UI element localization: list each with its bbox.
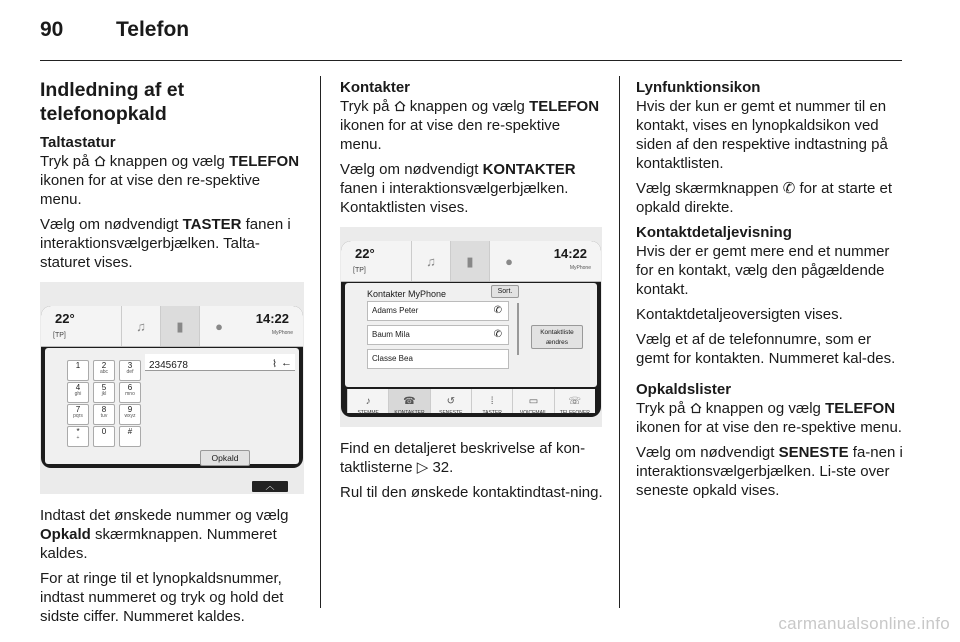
text: Vælg skærmknappen — [636, 180, 779, 197]
keypad-key[interactable] — [67, 360, 89, 381]
clock: 14:22 — [255, 311, 289, 326]
paragraph — [340, 160, 605, 217]
backspace-icon[interactable]: ← — [281, 357, 292, 369]
tp-indicator: [TP] — [53, 332, 66, 339]
key-digit: 6 — [127, 383, 133, 392]
keypad-area — [45, 348, 299, 464]
chevron-up-icon[interactable]: ︿ — [252, 481, 288, 492]
phone-name: MyPhone — [569, 265, 591, 271]
temperature: 22° — [355, 246, 375, 261]
music-icon: ♫ — [121, 306, 160, 346]
subheading-lynfunktionsikon: Lynfunktionsikon — [636, 79, 761, 96]
app-tabs — [411, 241, 528, 281]
nav-label: TASTER — [482, 410, 502, 416]
home-icon — [394, 100, 406, 112]
phone-tab-icon: ▮ — [160, 306, 199, 346]
keypad-key[interactable] — [119, 382, 141, 403]
text: Tryk på — [40, 153, 90, 170]
contact-name: Adams Peter — [372, 306, 419, 315]
music-icon: ♫ — [411, 241, 450, 281]
section-title: Indledning af et telefonopkald — [40, 79, 185, 125]
keypad-key[interactable] — [119, 426, 141, 447]
app-tabs — [121, 306, 238, 346]
paragraph — [40, 152, 305, 209]
keypad-key[interactable] — [93, 426, 115, 447]
nav-label: KONTAKTER — [394, 410, 425, 416]
paragraph — [340, 97, 605, 154]
display-screen — [341, 241, 601, 417]
text: knappen og vælg — [409, 98, 525, 115]
text: Tryk på — [636, 400, 686, 417]
key-letters: tuv — [100, 413, 108, 419]
text: Vælg om nødvendigt — [40, 216, 179, 233]
text: Find en detaljeret beskrivelse af kon-taktlisterne — [340, 440, 586, 476]
contacts-area — [345, 283, 597, 387]
contact-row[interactable] — [367, 325, 509, 345]
nav-item[interactable] — [471, 389, 512, 416]
text: Vælg om nødvendigt — [636, 444, 775, 461]
page-reference[interactable]: 32. — [432, 459, 454, 476]
nav-icon: ☏ — [568, 396, 582, 407]
speed-dial-phone-icon[interactable]: ✆ — [493, 329, 502, 340]
paragraph — [636, 399, 904, 437]
key-digit: 3 — [127, 361, 133, 370]
key-letters: abc — [99, 369, 109, 375]
nav-item[interactable] — [388, 389, 429, 416]
paragraph: Hvis der er gemt mere end et nummer for en kontakt, vælg den pågældende kontakt. — [636, 243, 890, 298]
key-letters: pqrs — [73, 413, 83, 419]
display-screen — [41, 306, 303, 468]
nav-label: VOICEMAIL — [519, 410, 548, 416]
footer-watermark: carmanualsonline.info — [778, 614, 950, 633]
key-digit: # — [127, 427, 133, 436]
nav-icon: ⁞ — [490, 396, 494, 407]
text-bold: Opkald — [40, 526, 91, 543]
nav-icon: ☎ — [403, 396, 416, 407]
paragraph: For at ringe til et lynopkaldsnummer, indtast nummeret og tryk og hold det sidste ciffer. Nummeret kaldes. — [40, 570, 284, 625]
key-digit: 0 — [101, 427, 107, 436]
text: ikonen for at vise den re-spektive menu. — [40, 172, 261, 208]
contact-name: Classe Bea — [372, 354, 413, 363]
subheading-taltastatur: Taltastatur — [40, 134, 116, 151]
key-digit: 1 — [75, 361, 81, 370]
key-letters: jkl — [101, 391, 107, 397]
key-letters: wxyz — [124, 413, 136, 419]
keypad-key[interactable] — [93, 382, 115, 403]
scrollbar[interactable] — [517, 303, 519, 355]
key-letters: def — [126, 369, 134, 375]
key-letters: ghi — [74, 391, 82, 397]
keypad-screenshot — [40, 282, 304, 494]
change-contactlist-button[interactable] — [531, 325, 583, 349]
settings-icon: ● — [489, 241, 528, 281]
text-bold: KONTAKTER — [482, 161, 576, 178]
sort-button[interactable]: Sort. — [491, 285, 519, 298]
nav-item[interactable] — [347, 389, 388, 416]
mic-icon[interactable]: ⌇ — [272, 359, 277, 370]
nav-icon: ↺ — [446, 396, 456, 407]
keypad-key[interactable] — [67, 404, 89, 425]
key-digit: * — [76, 427, 80, 436]
text-bold: TELEFON — [529, 98, 600, 115]
home-icon — [690, 402, 702, 414]
paragraph — [340, 439, 605, 477]
key-digit: 5 — [101, 383, 107, 392]
text: knappen og vælg — [109, 153, 225, 170]
button-label: ændres — [545, 339, 569, 346]
nav-item[interactable] — [512, 389, 553, 416]
text-bold: SENESTE — [778, 444, 849, 461]
paragraph — [636, 443, 904, 500]
page-header — [40, 18, 189, 42]
text: Tryk på — [340, 98, 390, 115]
text-bold: TELEFON — [825, 400, 896, 417]
settings-icon: ● — [199, 306, 238, 346]
text: fanen i interaktionsvælgerbjælken. Kontaktlisten vises. — [340, 180, 569, 216]
keypad-key[interactable] — [93, 360, 115, 381]
nav-label: TELEFONER — [559, 410, 590, 416]
status-bar — [41, 306, 303, 347]
key-digit: 4 — [75, 383, 81, 392]
text: fanen i interaktionsvælgerbjælken. Talta-staturet vises. — [40, 216, 291, 271]
contacts-screenshot — [340, 227, 602, 427]
nav-item[interactable] — [430, 389, 471, 416]
clock: 14:22 — [553, 246, 587, 261]
text-bold: TASTER — [182, 216, 242, 233]
paragraph: Rul til den ønskede kontaktindtast-ning. — [340, 484, 603, 501]
text-bold: TELEFON — [229, 153, 300, 170]
paragraph — [636, 179, 904, 217]
subheading-kontakter: Kontakter — [340, 79, 411, 96]
contact-name: Baum Mila — [372, 330, 410, 339]
nav-label: STEMME — [357, 410, 379, 416]
column-1 — [40, 78, 305, 632]
button-label: Kontaktliste — [540, 329, 574, 336]
temperature: 22° — [55, 311, 75, 326]
key-digit: 2 — [101, 361, 107, 370]
list-title: Kontakter MyPhone — [367, 289, 447, 299]
key-digit: 9 — [127, 405, 133, 414]
nav-icon: ▭ — [528, 396, 539, 407]
chapter-title: Telefon — [116, 18, 190, 41]
call-button[interactable]: Opkald — [200, 450, 250, 466]
text: for at starte et opkald direkte. — [636, 180, 893, 216]
contact-row[interactable] — [367, 301, 509, 321]
speed-dial-phone-icon[interactable]: ✆ — [493, 305, 502, 316]
status-bar — [341, 241, 601, 282]
text: knappen og vælg — [705, 400, 821, 417]
number-value: 2345678 — [149, 360, 188, 371]
paragraph — [40, 215, 305, 272]
keypad-key[interactable] — [119, 404, 141, 425]
key-digit: 8 — [101, 405, 107, 414]
nav-label: SENESTE — [439, 410, 463, 416]
keypad-key[interactable] — [119, 360, 141, 381]
column-divider — [320, 76, 321, 608]
number-field[interactable] — [145, 354, 295, 371]
paragraph — [40, 506, 305, 563]
header-rule — [40, 60, 902, 61]
text: ikonen for at vise den re-spektive menu. — [340, 117, 561, 153]
text: Vælg om nødvendigt — [340, 161, 479, 178]
paragraph: Hvis der kun er gemt et nummer til en kontakt, vises en lynopkaldsikon ved siden af den respektive indtastning på kontaktlisten. — [636, 98, 888, 172]
keypad-key[interactable] — [67, 382, 89, 403]
column-3 — [636, 78, 904, 506]
key-letters: + — [76, 435, 80, 441]
paragraph: Vælg et af de telefonnumre, som er gemt for kontakten. Nummeret kal-des. — [636, 331, 896, 367]
keypad-key[interactable] — [67, 426, 89, 447]
subheading-opkaldslister: Opkaldslister — [636, 381, 732, 398]
key-digit: 7 — [75, 405, 81, 414]
page-ref-icon: ▷ — [416, 459, 429, 476]
contact-row[interactable] — [367, 349, 509, 369]
column-2 — [340, 78, 605, 508]
text: ikonen for at vise den re-spektive menu. — [636, 419, 902, 436]
page-number: 90 — [40, 18, 64, 41]
subheading-kontaktdetaljevisning: Kontaktdetaljevisning — [636, 224, 792, 241]
phone-tab-icon: ▮ — [450, 241, 489, 281]
home-icon — [94, 155, 106, 167]
nav-item[interactable] — [554, 389, 595, 416]
keypad-key[interactable] — [93, 404, 115, 425]
phone-icon: ✆ — [782, 180, 796, 197]
tp-indicator: [TP] — [353, 267, 366, 274]
paragraph: Kontaktdetaljeoversigten vises. — [636, 306, 843, 323]
column-divider — [619, 76, 620, 608]
phone-name: MyPhone — [271, 330, 293, 336]
interaction-selector-bar — [347, 389, 595, 416]
nav-icon: ♪ — [365, 396, 371, 407]
key-letters: mno — [125, 391, 135, 397]
text: Indtast det ønskede nummer og vælg — [40, 507, 289, 524]
text: fa-nen i interaktionsvælgerbjælken. Li-ste over seneste opkald vises. — [636, 444, 903, 499]
text: skærmknappen. Nummeret kaldes. — [40, 526, 277, 562]
